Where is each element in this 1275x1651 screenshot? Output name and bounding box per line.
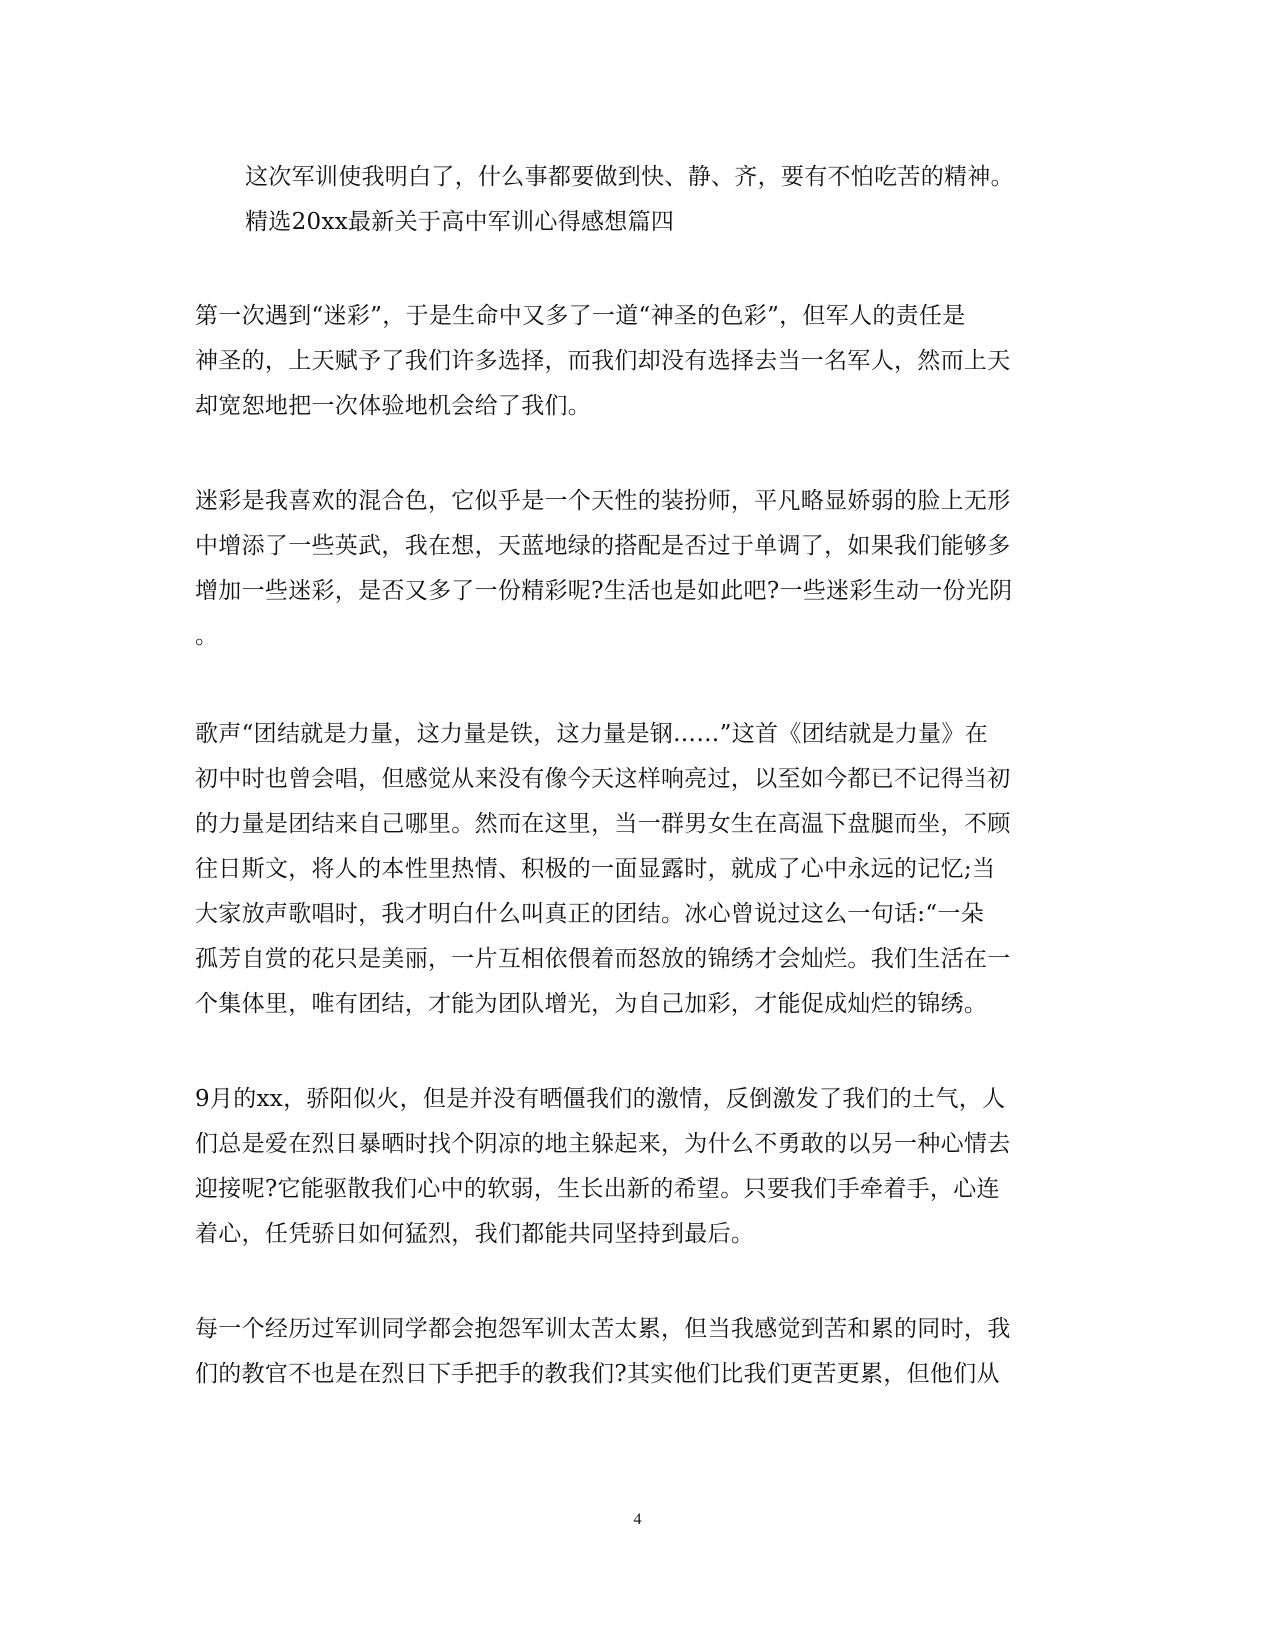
paragraph-line: 增加一些迷彩，是否又多了一份精彩呢?生活也是如此吧?一些迷彩生动一份光阴 xyxy=(195,578,1013,604)
section-heading: 精选20xx最新关于高中军训心得感想篇四 xyxy=(245,209,675,235)
paragraph-line: 第一次遇到“迷彩”，于是生命中又多了一道“神圣的色彩”，但军人的责任是 xyxy=(195,303,966,329)
page-number: 4 xyxy=(633,1511,642,1528)
paragraph-line: 歌声“团结就是力量，这力量是铁，这力量是钢……”这首《团结就是力量》在 xyxy=(195,721,989,747)
paragraph-line: 每一个经历过军训同学都会抱怨军训太苦太累，但当我感觉到苦和累的同时，我 xyxy=(195,1316,1011,1342)
paragraph-line: 中增添了一些英武，我在想，天蓝地绿的搭配是否过于单调了，如果我们能够多 xyxy=(195,533,1011,559)
paragraph-line: 的力量是团结来自己哪里。然而在这里，当一群男女生在高温下盘腿而坐，不顾 xyxy=(195,811,1011,837)
paragraph-line: 初中时也曾会唱，但感觉从来没有像今天这样响亮过，以至如今都已不记得当初 xyxy=(195,766,1011,792)
paragraph-line: 着心，任凭骄日如何猛烈，我们都能共同坚持到最后。 xyxy=(195,1221,755,1247)
paragraph-line: 9月的xx，骄阳似火，但是并没有晒僵我们的激情，反倒激发了我们的土气，人 xyxy=(195,1086,1006,1112)
intro-line: 这次军训使我明白了，什么事都要做到快、静、齐，要有不怕吃苦的精神。 xyxy=(245,164,1014,190)
paragraph-line: 们总是爱在烈日暴晒时找个阴凉的地主躲起来，为什么不勇敢的以另一种心情去 xyxy=(195,1131,1011,1157)
paragraph-line: 孤芳自赏的花只是美丽，一片互相依偎着而怒放的锦绣才会灿烂。我们生活在一 xyxy=(195,946,1011,972)
paragraph-line: 个集体里，唯有团结，才能为团队增光，为自己加彩，才能促成灿烂的锦绣。 xyxy=(195,991,988,1017)
paragraph-line: 却宽恕地把一次体验地机会给了我们。 xyxy=(195,393,592,419)
paragraph-line: 迎接呢?它能驱散我们心中的软弱，生长出新的希望。只要我们手牵着手，心连 xyxy=(195,1176,1000,1202)
paragraph-line: 们的教官不也是在烈日下手把手的教我们?其实他们比我们更苦更累，但他们从 xyxy=(195,1361,1000,1387)
paragraph-line: 大家放声歌唱时，我才明白什么叫真正的团结。冰心曾说过这么一句话:“一朵 xyxy=(195,901,985,927)
paragraph-line: 神圣的，上天赋予了我们许多选择，而我们却没有选择去当一名军人，然而上天 xyxy=(195,348,1011,374)
paragraph-line: 往日斯文，将人的本性里热情、积极的一面显露时，就成了心中永远的记忆;当 xyxy=(195,856,996,882)
paragraph-line: 迷彩是我喜欢的混合色，它似乎是一个天性的装扮师，平凡略显娇弱的脸上无形 xyxy=(195,488,1011,514)
paragraph-line: 。 xyxy=(195,623,219,649)
